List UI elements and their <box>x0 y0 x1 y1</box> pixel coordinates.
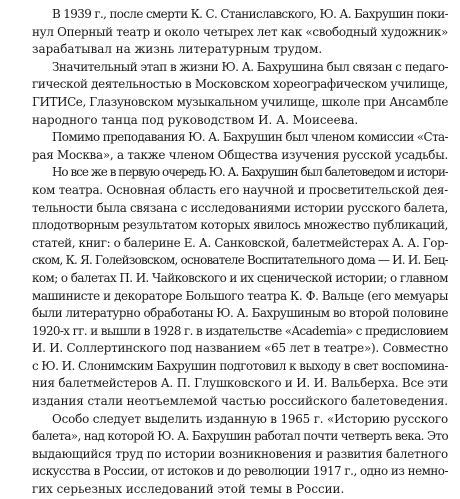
text-line: Помимо преподавания Ю. А. Бахрушин был членом комиссии «Ста- <box>52 130 448 145</box>
text-line: гической деятельностью в Московском хореографическом училище, <box>32 77 448 92</box>
text-line: выдающийся труд по истории возникновения и развития балетного <box>32 446 448 461</box>
text-line: ком; о балетах П. И. Чайковского и их сценической истории; о главном <box>32 270 448 285</box>
paragraph <box>12 6 448 59</box>
text-line: ком театра. Основная область его научной и просветительской дея- <box>32 182 448 197</box>
text-line: ГИТИСе, Глазуновском музыкальном училище, школе при Ансамбле <box>32 94 448 109</box>
text-line: гих серьезных исследований этой темы в России. <box>32 482 345 497</box>
text-line: ния балетмейстеров А. П. Глушковского и И. И. Вальберха. Все эти <box>32 376 448 391</box>
paragraph <box>12 129 448 164</box>
text-line: с Ю. И. Слонимским Бахрушин подготовил к выходу в свет воспомина- <box>32 358 448 373</box>
paragraph <box>12 164 448 410</box>
text-line: искусства в России, от истоков и до революции 1917 г., одно из немно- <box>32 464 448 479</box>
paragraph <box>12 59 448 129</box>
text-line: И. И. Соллертинского под названием «65 лет в театре»). Совместно <box>32 341 448 356</box>
text-line: зарабатывал на жизнь литературным трудом. <box>32 42 323 57</box>
text-line: народного танца под руководством И. А. Моисеева. <box>32 112 359 127</box>
document-page <box>12 6 448 499</box>
paragraph <box>12 411 448 499</box>
text-line: машинисте и декораторе Большого театра К. Ф. Вальце (его мемуары <box>32 288 448 303</box>
text-line: тельности была связана с исследованиями истории русского балета, <box>32 200 448 215</box>
text-line: издания стали неотъемлемой частью российского балетоведения. <box>32 394 448 409</box>
text-line: статей, книг: о балерине Е. А. Санковской, балетмейстерах А. А. Гор- <box>32 235 448 250</box>
text-line: балета», над которой Ю. А. Бахрушин работал почти четверть века. Это <box>32 429 448 444</box>
text-line: Особо следует выделить изданную в 1965 г. «Историю русского <box>52 411 448 426</box>
text-line: В 1939 г., после смерти К. С. Станиславского, Ю. А. Бахрушин поки- <box>52 7 448 21</box>
text-line: 1920-х гг. и вышли в 1928 г. в издательстве «Academia» с предисловием <box>32 323 448 338</box>
text-line: нул Оперный театр и около четырех лет как «свободный художник» <box>32 24 448 39</box>
text-line: Значительный этап в жизни Ю. А. Бахрушина был связан с педаго- <box>52 59 448 74</box>
text-line: Но все же в первую очередь Ю. А. Бахрушин был балетоведом и истори- <box>52 165 448 180</box>
text-line: плодотворным результатом которых явилось множество публикаций, <box>32 218 448 233</box>
text-line: ском, К. Я. Голейзовском, основателе Воспитательного дома — И. И. Бец- <box>32 253 448 268</box>
text-line: рая Москва», а также членом Общества изучения русской усадьбы. <box>32 147 448 162</box>
text-line: были литературно обработаны Ю. А. Бахрушиным во второй половине <box>32 306 448 321</box>
